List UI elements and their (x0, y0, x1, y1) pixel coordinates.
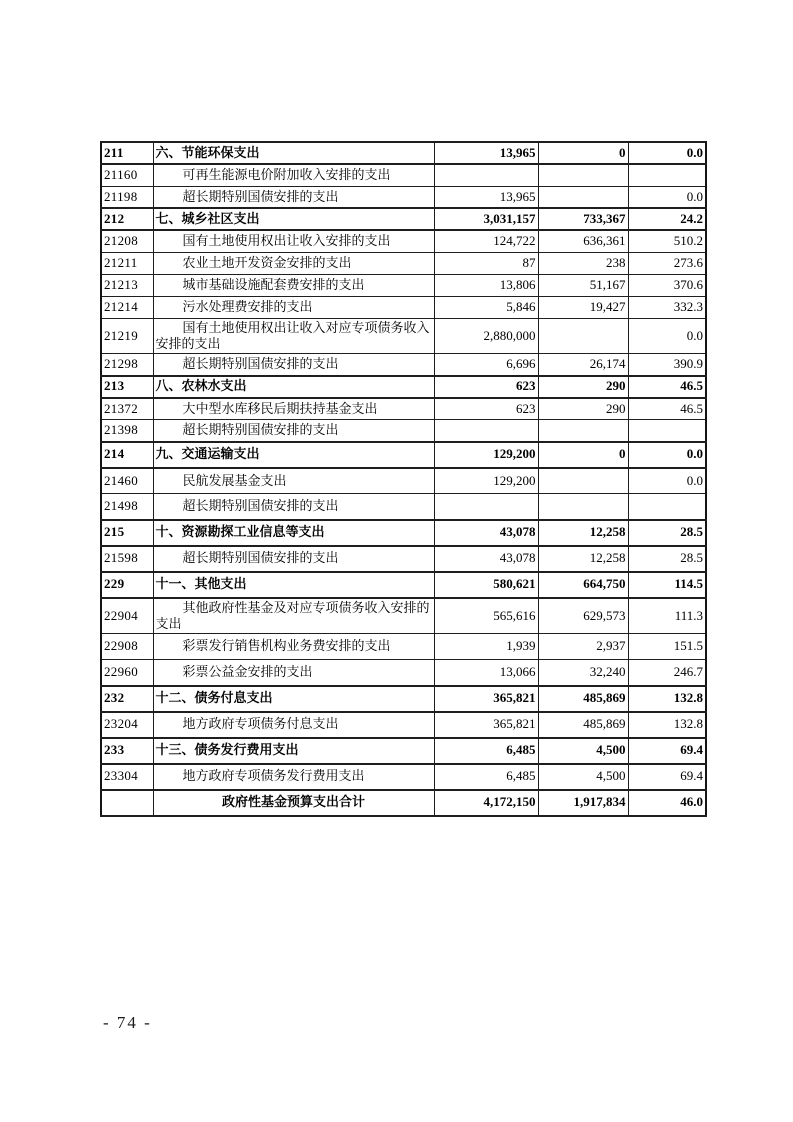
table-row (101, 738, 706, 764)
cell-percent: 132.8 (628, 686, 706, 712)
cell-name: 十三、债务发行费用支出 (153, 738, 434, 764)
cell-value-1: 13,965 (434, 142, 538, 164)
cell-name: 九、交通运输支出 (153, 442, 434, 468)
cell-value-1 (434, 420, 538, 442)
cell-value-2 (538, 186, 628, 208)
cell-value-1: 6,485 (434, 764, 538, 790)
cell-value-1: 13,806 (434, 274, 538, 296)
cell-percent: 132.8 (628, 712, 706, 738)
cell-value-2 (538, 420, 628, 442)
table-row (101, 142, 706, 164)
cell-code: 23304 (101, 764, 153, 790)
cell-name: 彩票公益金安排的支出 (153, 660, 434, 686)
cell-percent: 0.0 (628, 186, 706, 208)
table-row (101, 712, 706, 738)
cell-percent: 390.9 (628, 354, 706, 376)
cell-percent (628, 494, 706, 520)
cell-value-2: 290 (538, 398, 628, 420)
cell-name: 其他政府性基金及对应专项债务收入安排的支出 (153, 598, 434, 634)
cell-name: 政府性基金预算支出合计 (153, 790, 434, 816)
cell-code: 23204 (101, 712, 153, 738)
cell-name: 超长期特别国债安排的支出 (153, 420, 434, 442)
cell-value-1: 43,078 (434, 520, 538, 546)
cell-value-2: 51,167 (538, 274, 628, 296)
cell-name: 可再生能源电价附加收入安排的支出 (153, 164, 434, 186)
cell-name: 六、节能环保支出 (153, 142, 434, 164)
cell-value-1 (434, 494, 538, 520)
cell-value-2: 2,937 (538, 634, 628, 660)
cell-name: 超长期特别国债安排的支出 (153, 494, 434, 520)
page-number: - 74 - (103, 1013, 152, 1032)
cell-value-1: 365,821 (434, 712, 538, 738)
table-row (101, 164, 706, 186)
table-row (101, 572, 706, 598)
cell-value-2: 629,573 (538, 598, 628, 634)
cell-value-2: 733,367 (538, 208, 628, 230)
table-row (101, 230, 706, 252)
cell-code: 212 (101, 208, 153, 230)
table-row (101, 318, 706, 354)
cell-value-1: 623 (434, 376, 538, 398)
cell-value-1: 580,621 (434, 572, 538, 598)
cell-code: 21398 (101, 420, 153, 442)
table-row (101, 520, 706, 546)
cell-value-2 (538, 164, 628, 186)
table-row (101, 274, 706, 296)
cell-value-2: 664,750 (538, 572, 628, 598)
cell-value-2: 26,174 (538, 354, 628, 376)
cell-value-1: 43,078 (434, 546, 538, 572)
cell-percent: 28.5 (628, 520, 706, 546)
table-row (101, 468, 706, 494)
cell-name: 八、农林水支出 (153, 376, 434, 398)
cell-name: 地方政府专项债务发行费用支出 (153, 764, 434, 790)
cell-value-1: 6,485 (434, 738, 538, 764)
table-row (101, 354, 706, 376)
cell-value-2: 4,500 (538, 764, 628, 790)
cell-percent: 0.0 (628, 468, 706, 494)
cell-value-1: 13,965 (434, 186, 538, 208)
cell-percent: 28.5 (628, 546, 706, 572)
cell-percent: 0.0 (628, 442, 706, 468)
cell-name: 农业土地开发资金安排的支出 (153, 252, 434, 274)
cell-name: 超长期特别国债安排的支出 (153, 546, 434, 572)
cell-percent: 114.5 (628, 572, 706, 598)
cell-code: 21213 (101, 274, 153, 296)
cell-value-1: 5,846 (434, 296, 538, 318)
cell-value-2: 238 (538, 252, 628, 274)
cell-name: 十二、债务付息支出 (153, 686, 434, 712)
cell-name: 城市基础设施配套费安排的支出 (153, 274, 434, 296)
cell-value-1: 365,821 (434, 686, 538, 712)
table-row (101, 494, 706, 520)
cell-value-1: 129,200 (434, 442, 538, 468)
table-row (101, 208, 706, 230)
cell-name: 污水处理费安排的支出 (153, 296, 434, 318)
cell-value-1: 3,031,157 (434, 208, 538, 230)
cell-percent: 0.0 (628, 318, 706, 354)
cell-value-1: 4,172,150 (434, 790, 538, 816)
cell-code: 21298 (101, 354, 153, 376)
cell-value-1: 623 (434, 398, 538, 420)
cell-value-1: 124,722 (434, 230, 538, 252)
cell-code: 213 (101, 376, 153, 398)
cell-value-2 (538, 494, 628, 520)
cell-percent: 69.4 (628, 764, 706, 790)
cell-value-1: 129,200 (434, 468, 538, 494)
table-row (101, 546, 706, 572)
cell-name: 十、资源勘探工业信息等支出 (153, 520, 434, 546)
cell-percent: 273.6 (628, 252, 706, 274)
cell-value-2: 0 (538, 142, 628, 164)
cell-value-2: 12,258 (538, 520, 628, 546)
cell-code: 21372 (101, 398, 153, 420)
cell-value-1 (434, 164, 538, 186)
table-row (101, 598, 706, 634)
table-row (101, 442, 706, 468)
cell-value-1: 13,066 (434, 660, 538, 686)
cell-percent: 111.3 (628, 598, 706, 634)
cell-code: 21214 (101, 296, 153, 318)
cell-percent: 0.0 (628, 142, 706, 164)
table-row (101, 252, 706, 274)
table-row (101, 660, 706, 686)
cell-code: 233 (101, 738, 153, 764)
cell-code: 21498 (101, 494, 153, 520)
table-row (101, 764, 706, 790)
cell-code: 21198 (101, 186, 153, 208)
cell-name: 地方政府专项债务付息支出 (153, 712, 434, 738)
table-row (101, 790, 706, 816)
cell-code: 21211 (101, 252, 153, 274)
cell-percent: 46.5 (628, 398, 706, 420)
cell-value-2: 0 (538, 442, 628, 468)
cell-name: 七、城乡社区支出 (153, 208, 434, 230)
table-row (101, 296, 706, 318)
table-row (101, 420, 706, 442)
cell-code: 214 (101, 442, 153, 468)
cell-name: 国有土地使用权出让收入安排的支出 (153, 230, 434, 252)
cell-value-1: 1,939 (434, 634, 538, 660)
cell-name: 民航发展基金支出 (153, 468, 434, 494)
cell-value-2: 485,869 (538, 712, 628, 738)
cell-value-1: 2,880,000 (434, 318, 538, 354)
cell-value-1: 87 (434, 252, 538, 274)
cell-value-2: 290 (538, 376, 628, 398)
cell-name: 超长期特别国债安排的支出 (153, 186, 434, 208)
cell-code: 232 (101, 686, 153, 712)
cell-code: 22960 (101, 660, 153, 686)
cell-percent (628, 164, 706, 186)
cell-percent: 69.4 (628, 738, 706, 764)
cell-code: 215 (101, 520, 153, 546)
cell-percent: 46.0 (628, 790, 706, 816)
cell-percent: 510.2 (628, 230, 706, 252)
cell-code: 21598 (101, 546, 153, 572)
cell-code: 21460 (101, 468, 153, 494)
cell-value-2: 4,500 (538, 738, 628, 764)
cell-code: 229 (101, 572, 153, 598)
table-row (101, 186, 706, 208)
cell-name: 国有土地使用权出让收入对应专项债务收入安排的支出 (153, 318, 434, 354)
cell-value-1: 6,696 (434, 354, 538, 376)
cell-percent: 151.5 (628, 634, 706, 660)
cell-percent: 46.5 (628, 376, 706, 398)
table-row (101, 376, 706, 398)
cell-code: 211 (101, 142, 153, 164)
cell-code: 22904 (101, 598, 153, 634)
table-row (101, 634, 706, 660)
cell-value-2 (538, 468, 628, 494)
cell-value-1: 565,616 (434, 598, 538, 634)
cell-percent: 332.3 (628, 296, 706, 318)
cell-name: 大中型水库移民后期扶持基金支出 (153, 398, 434, 420)
cell-code: 21160 (101, 164, 153, 186)
cell-code: 21219 (101, 318, 153, 354)
table-row (101, 398, 706, 420)
cell-percent: 370.6 (628, 274, 706, 296)
cell-value-2: 636,361 (538, 230, 628, 252)
cell-value-2: 19,427 (538, 296, 628, 318)
cell-percent (628, 420, 706, 442)
cell-value-2 (538, 318, 628, 354)
cell-name: 超长期特别国债安排的支出 (153, 354, 434, 376)
cell-code (101, 790, 153, 816)
cell-value-2: 485,869 (538, 686, 628, 712)
cell-percent: 246.7 (628, 660, 706, 686)
cell-code: 22908 (101, 634, 153, 660)
cell-value-2: 1,917,834 (538, 790, 628, 816)
budget-table (100, 141, 707, 817)
cell-value-2: 12,258 (538, 546, 628, 572)
table-row (101, 686, 706, 712)
cell-code: 21208 (101, 230, 153, 252)
cell-name: 十一、其他支出 (153, 572, 434, 598)
cell-value-2: 32,240 (538, 660, 628, 686)
cell-percent: 24.2 (628, 208, 706, 230)
cell-name: 彩票发行销售机构业务费安排的支出 (153, 634, 434, 660)
